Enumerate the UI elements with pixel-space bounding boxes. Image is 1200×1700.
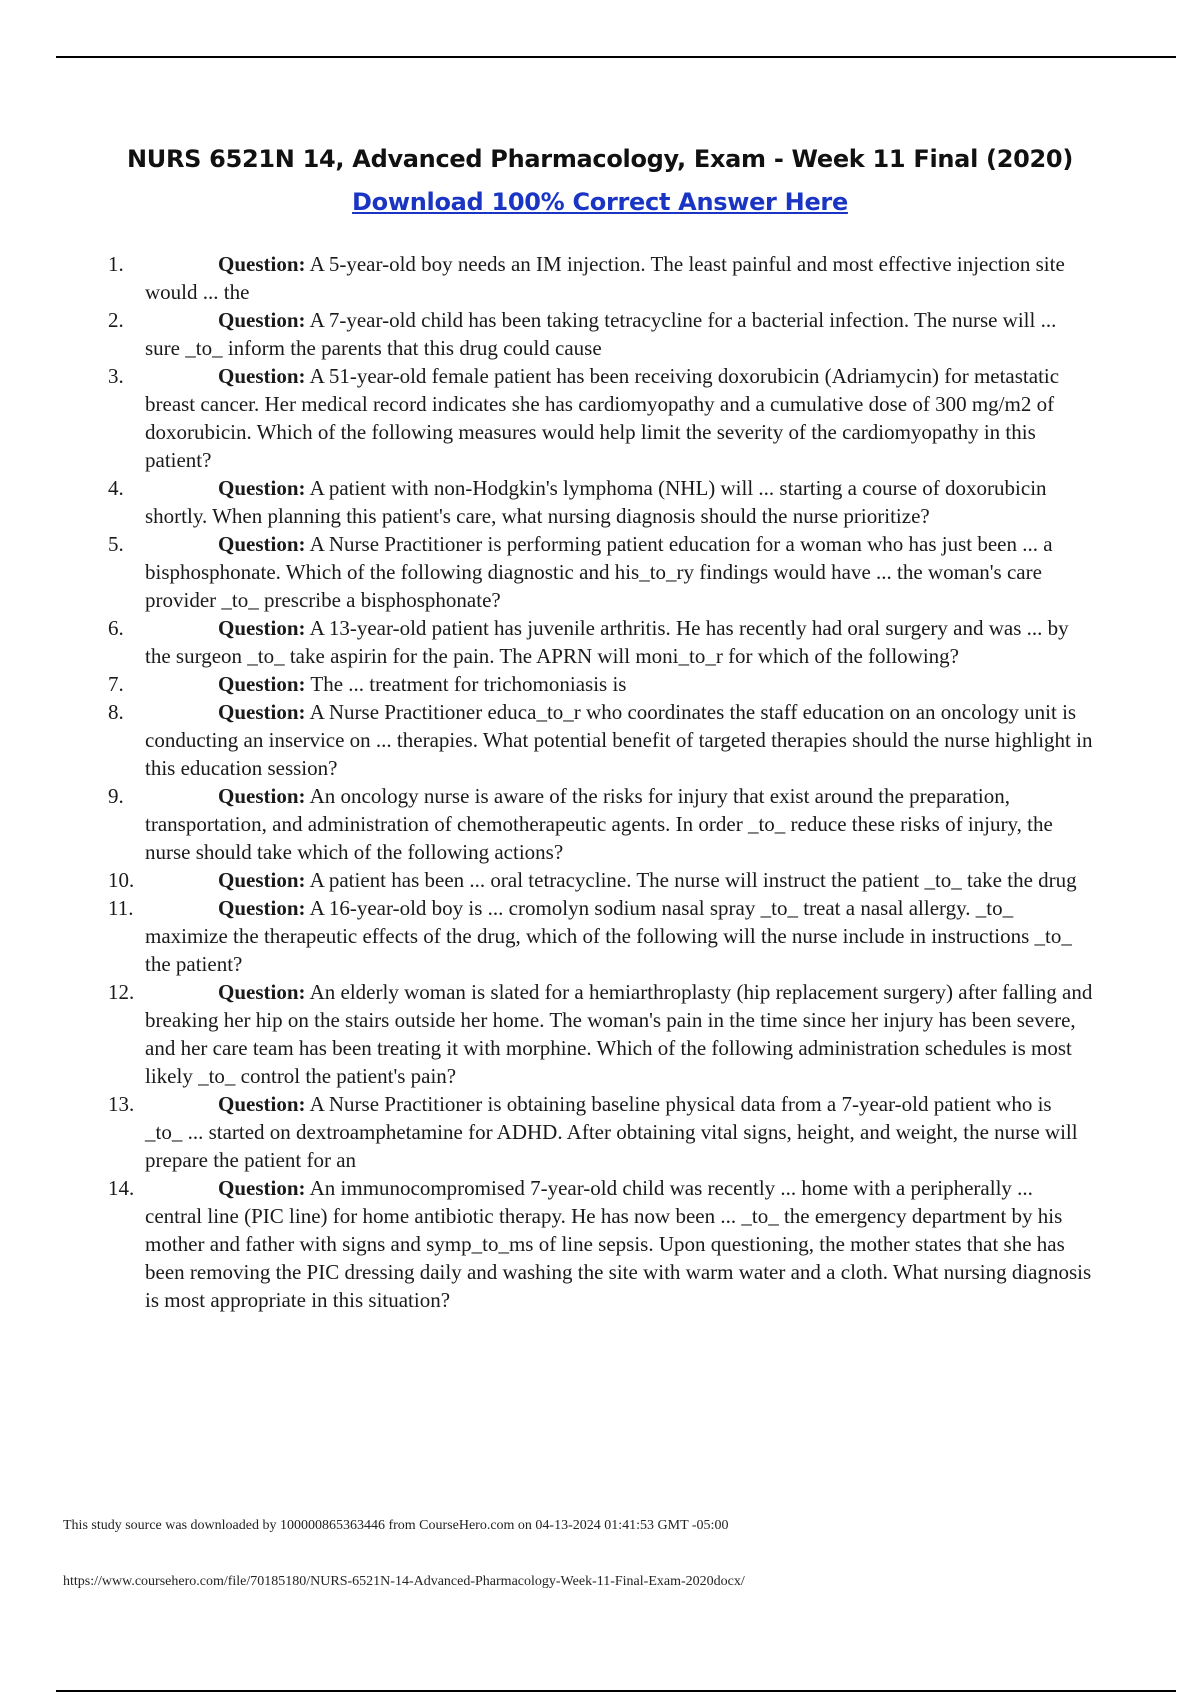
question-body — [145, 362, 1093, 474]
question-body — [145, 530, 1093, 614]
question-label: Question: — [218, 700, 306, 724]
question-text: An elderly woman is slated for a hemiarthroplasty (hip replacement surgery) after falling and breaking her hip on the stairs outside her home. The woman's pain in the time since her injury has been severe, and her care team has been treating it with morphine. Which of the following administration schedules is most likely _to_ control the patient's pain? — [145, 980, 1093, 1088]
question-label: Question: — [218, 1092, 306, 1116]
question-text: A 7-year-old child has been taking tetracycline for a bacterial infection. The nurse will ... sure _to_ inform the parents that this drug could cause — [145, 308, 1057, 360]
question-item — [108, 978, 1093, 1090]
source-url: https://www.coursehero.com/file/70185180/NURS-6521N-14-Advanced-Pharmacology-Week-11-Final-Exam-2020docx/ — [63, 1574, 745, 1589]
question-text: A patient has been ... oral tetracycline. The nurse will instruct the patient _to_ take the drug — [309, 868, 1077, 892]
top-rule — [56, 56, 1176, 58]
page-title: NURS 6521N 14, Advanced Pharmacology, Exam - Week 11 Final (2020) — [126, 145, 1073, 173]
question-number: 1. — [108, 252, 124, 276]
question-text: A Nurse Practitioner educa_to_r who coordinates the staff education on an oncology unit is conducting an inservice on ... therapies. What potential benefit of targeted therapies should the nurse highlight in this education session? — [145, 700, 1093, 780]
question-label: Question: — [218, 476, 306, 500]
download-answer-link[interactable]: Download 100% Correct Answer Here — [352, 188, 848, 216]
question-text: A Nurse Practitioner is obtaining baseline physical data from a 7-year-old patient who is _to_ ... started on dextroamphetamine for ADHD. After obtaining vital signs, height, and weight, the nurse will prepare the patient for an — [145, 1092, 1078, 1172]
question-label: Question: — [218, 672, 306, 696]
question-label: Question: — [218, 252, 306, 276]
question-text: An immunocompromised 7-year-old child was recently ... home with a peripherally ... central line (PIC line) for home antibiotic therapy. He has now been ... _to_ the emergency department by his mother and father with signs and symp_to_ms of line sepsis. Upon questioning, the mother states that she has been removing the PIC dressing daily and washing the site with warm water and a cloth. What nursing diagnosis is most appropriate in this situation? — [145, 1176, 1092, 1312]
question-number: 4. — [108, 476, 124, 500]
question-text: The ... treatment for trichomoniasis is — [310, 672, 627, 696]
question-item — [108, 782, 1093, 866]
question-body — [145, 894, 1093, 978]
question-body — [145, 1174, 1093, 1314]
question-item — [108, 698, 1093, 782]
question-body — [145, 474, 1093, 530]
question-label: Question: — [218, 616, 306, 640]
question-body — [145, 670, 1093, 698]
question-label: Question: — [218, 868, 306, 892]
question-body — [145, 782, 1093, 866]
question-number: 9. — [108, 784, 124, 808]
question-label: Question: — [218, 532, 306, 556]
question-item — [108, 614, 1093, 670]
question-body — [145, 978, 1093, 1090]
question-number: 13. — [108, 1092, 135, 1116]
question-text: A Nurse Practitioner is performing patient education for a woman who has just been ... a bisphosphonate. Which of the following diagnostic and his_to_ry findings would have ... the woman's care provider _to_ prescribe a bisphosphonate? — [145, 532, 1053, 612]
question-item — [108, 362, 1093, 474]
question-body — [145, 250, 1093, 306]
question-number: 8. — [108, 700, 124, 724]
question-list — [108, 250, 1093, 1314]
question-number: 10. — [108, 868, 135, 892]
question-number: 5. — [108, 532, 124, 556]
question-number: 11. — [108, 896, 134, 920]
question-body — [145, 1090, 1093, 1174]
question-text: A patient with non-Hodgkin's lymphoma (NHL) will ... starting a course of doxorubicin shortly. When planning this patient's care, what nursing diagnosis should the nurse prioritize? — [145, 476, 1047, 528]
question-number: 7. — [108, 672, 124, 696]
question-body — [145, 614, 1093, 670]
question-item — [108, 894, 1093, 978]
question-text: A 51-year-old female patient has been receiving doxorubicin (Adriamycin) for metastatic breast cancer. Her medical record indicates she has cardiomyopathy and a cumulative dose of 300 mg/m2 of doxorubicin. Which of the following measures would help limit the severity of the cardiomyopathy in this patient? — [145, 364, 1060, 472]
question-text: A 16-year-old boy is ... cromolyn sodium nasal spray _to_ treat a nasal allergy. _to_ maximize the therapeutic effects of the drug, which of the following will the nurse include in instructions _to_ the patient? — [145, 896, 1072, 976]
question-label: Question: — [218, 784, 306, 808]
question-text: A 5-year-old boy needs an IM injection. The least painful and most effective injection site would ... the — [145, 252, 1065, 304]
question-item — [108, 306, 1093, 362]
question-text: An oncology nurse is aware of the risks for injury that exist around the preparation, transportation, and administration of chemotherapeutic agents. In order _to_ reduce these risks of injury, the nurse should take which of the following actions? — [145, 784, 1053, 864]
question-number: 14. — [108, 1176, 135, 1200]
download-source-note: This study source was downloaded by 100000865363446 from CourseHero.com on 04-13-2024 01:41:53 GMT -05:00 — [63, 1518, 729, 1533]
question-number: 3. — [108, 364, 124, 388]
question-label: Question: — [218, 896, 306, 920]
question-number: 6. — [108, 616, 124, 640]
question-item — [108, 1174, 1093, 1314]
question-text: A 13-year-old patient has juvenile arthritis. He has recently had oral surgery and was ... by the surgeon _to_ take aspirin for the pain. The APRN will moni_to_r for which of the following? — [145, 616, 1069, 668]
question-item — [108, 250, 1093, 306]
question-item — [108, 866, 1093, 894]
question-body — [145, 698, 1093, 782]
question-label: Question: — [218, 1176, 306, 1200]
question-body — [145, 306, 1093, 362]
question-item — [108, 474, 1093, 530]
question-item — [108, 530, 1093, 614]
question-number: 2. — [108, 308, 124, 332]
question-item — [108, 670, 1093, 698]
question-number: 12. — [108, 980, 135, 1004]
question-body — [145, 866, 1093, 894]
question-label: Question: — [218, 980, 306, 1004]
question-label: Question: — [218, 308, 306, 332]
question-label: Question: — [218, 364, 306, 388]
question-item — [108, 1090, 1093, 1174]
bottom-rule — [56, 1690, 1176, 1692]
